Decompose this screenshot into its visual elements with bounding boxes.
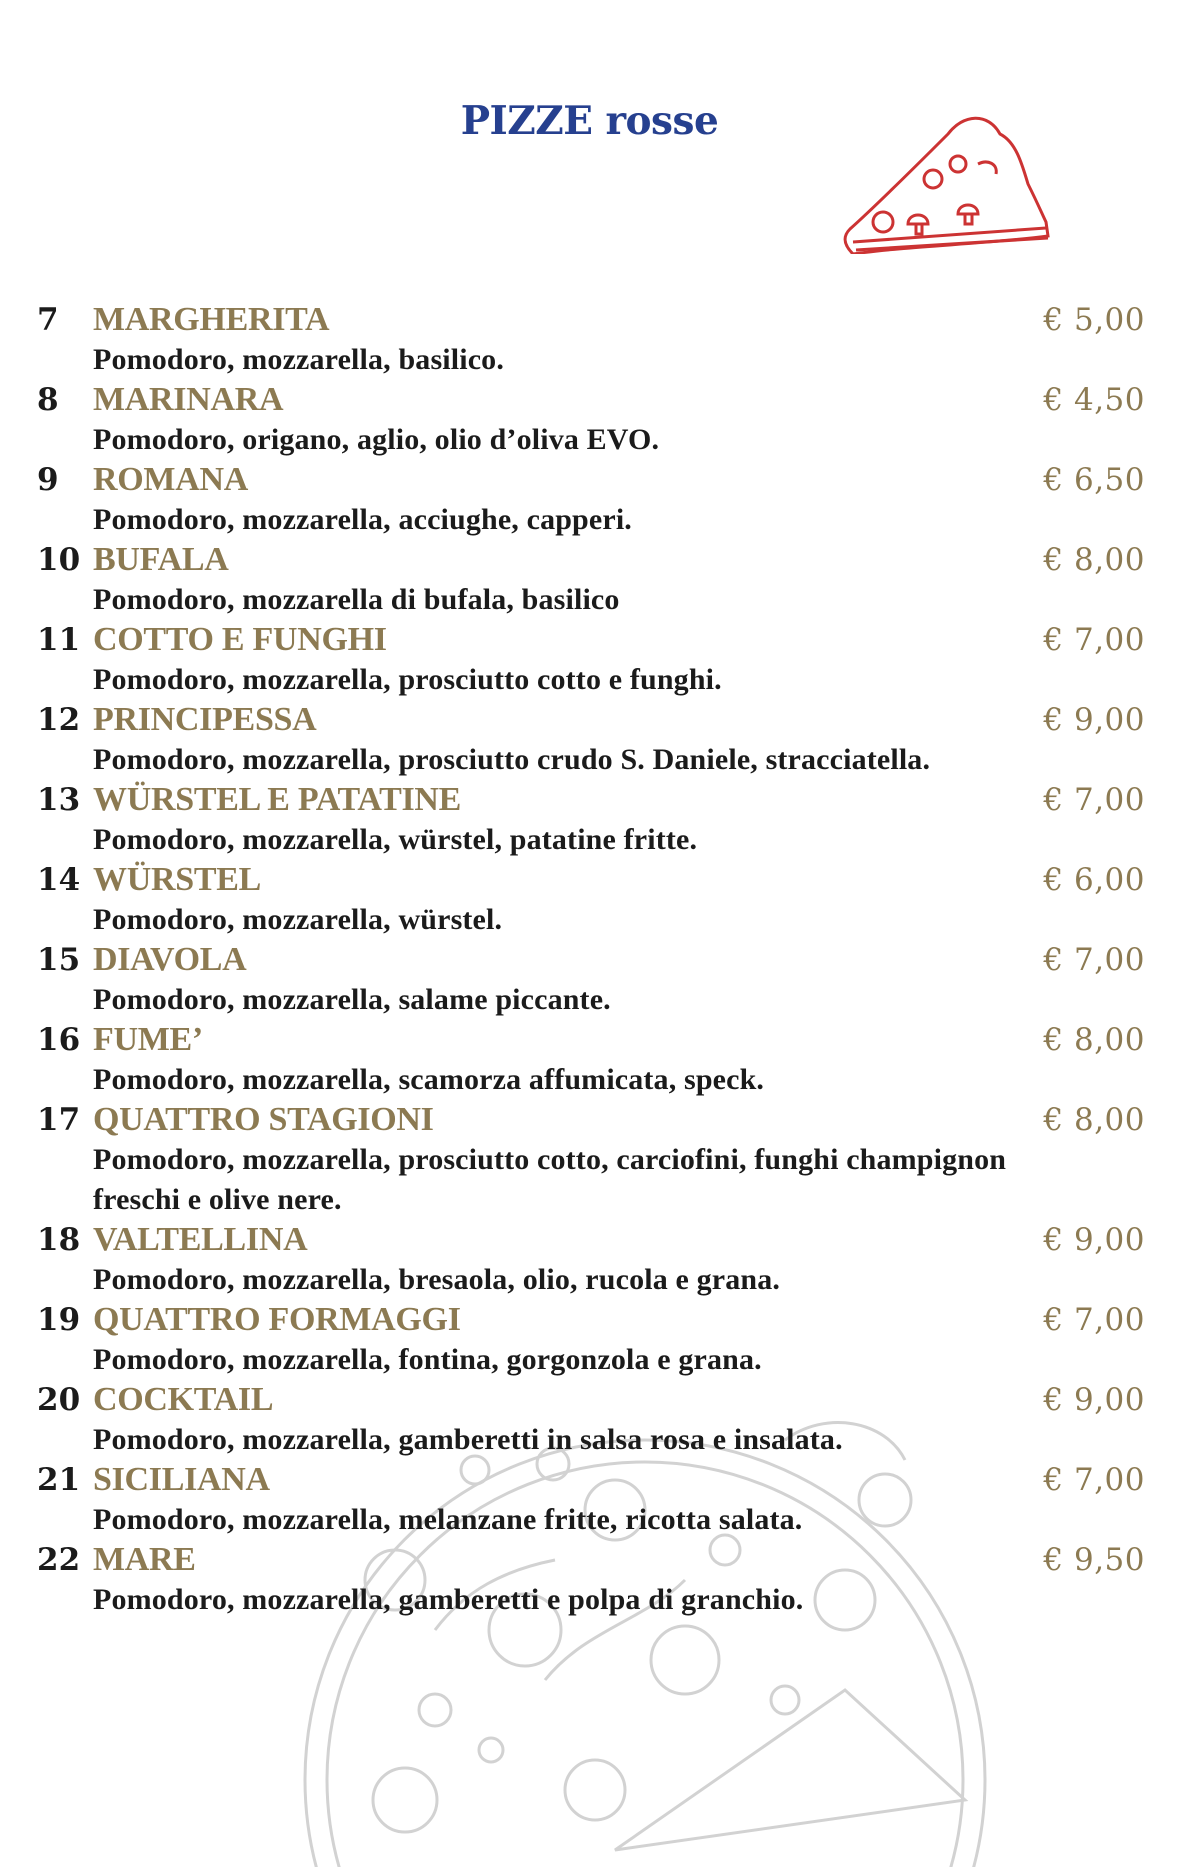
- item-price: € 4,50: [1043, 382, 1145, 418]
- item-price: € 8,00: [1043, 1102, 1145, 1138]
- item-description: Pomodoro, mozzarella, fontina, gorgonzola e grana.: [93, 1343, 762, 1376]
- menu-item-header: [0, 300, 1179, 340]
- item-price: € 9,00: [1043, 702, 1145, 738]
- item-number: 19: [37, 1302, 81, 1338]
- item-name: VALTELLINA: [93, 1221, 308, 1258]
- item-number: 22: [37, 1542, 81, 1578]
- item-number: 8: [37, 382, 59, 418]
- item-name: MARINARA: [93, 381, 284, 418]
- item-number: 17: [37, 1102, 81, 1138]
- item-price: € 5,00: [1043, 302, 1145, 338]
- item-number: 9: [37, 462, 59, 498]
- item-name: QUATTRO STAGIONI: [93, 1101, 434, 1138]
- menu-item: [0, 300, 1179, 380]
- item-description: Pomodoro, mozzarella di bufala, basilico: [93, 583, 620, 616]
- item-price: € 8,00: [1043, 1022, 1145, 1058]
- menu-item: [0, 1300, 1179, 1380]
- menu-item-header: [0, 860, 1179, 900]
- menu-item-header: [0, 1020, 1179, 1060]
- menu-item-header: [0, 780, 1179, 820]
- item-number: 16: [37, 1022, 81, 1058]
- item-name: BUFALA: [93, 541, 229, 578]
- item-description: Pomodoro, mozzarella, gamberetti in salsa rosa e insalata.: [93, 1423, 843, 1456]
- item-number: 10: [37, 542, 81, 578]
- menu-item-header: [0, 620, 1179, 660]
- item-number: 18: [37, 1222, 81, 1258]
- menu-item: [0, 940, 1179, 1020]
- menu-item: [0, 860, 1179, 940]
- pizza-menu-list: [0, 300, 1179, 1620]
- item-price: € 8,00: [1043, 542, 1145, 578]
- item-price: € 7,00: [1043, 1462, 1145, 1498]
- menu-item-header: [0, 940, 1179, 980]
- menu-item: [0, 700, 1179, 780]
- item-price: € 6,50: [1043, 462, 1145, 498]
- item-description: Pomodoro, mozzarella, salame piccante.: [93, 983, 611, 1016]
- item-number: 11: [37, 622, 81, 658]
- item-name: ROMANA: [93, 461, 248, 498]
- item-name: DIAVOLA: [93, 941, 247, 978]
- item-price: € 7,00: [1043, 622, 1145, 658]
- item-price: € 9,00: [1043, 1222, 1145, 1258]
- item-description: Pomodoro, mozzarella, bresaola, olio, rucola e grana.: [93, 1263, 781, 1296]
- menu-item: [0, 1540, 1179, 1620]
- item-number: 20: [37, 1382, 81, 1418]
- item-price: € 7,00: [1043, 942, 1145, 978]
- item-description: Pomodoro, mozzarella, würstel, patatine fritte.: [93, 823, 698, 856]
- item-description: Pomodoro, mozzarella, acciughe, capperi.: [93, 503, 632, 536]
- item-number: 13: [37, 782, 81, 818]
- menu-item-header: [0, 460, 1179, 500]
- item-description: Pomodoro, mozzarella, scamorza affumicata, speck.: [93, 1063, 765, 1096]
- item-name: WÜRSTEL: [93, 861, 261, 898]
- menu-item: [0, 1220, 1179, 1300]
- item-description: Pomodoro, mozzarella, prosciutto cotto e funghi.: [93, 663, 722, 696]
- menu-item: [0, 1460, 1179, 1540]
- menu-item: [0, 540, 1179, 620]
- menu-item: [0, 460, 1179, 540]
- item-description: Pomodoro, mozzarella, gamberetti e polpa di granchio.: [93, 1583, 804, 1616]
- pizza-slice-icon: [838, 104, 1058, 254]
- item-description: Pomodoro, mozzarella, melanzane fritte, ricotta salata.: [93, 1503, 803, 1536]
- item-price: € 7,00: [1043, 1302, 1145, 1338]
- item-number: 7: [37, 302, 59, 338]
- item-price: € 9,00: [1043, 1382, 1145, 1418]
- item-price: € 6,00: [1043, 862, 1145, 898]
- menu-item-header: [0, 1100, 1179, 1140]
- item-name: WÜRSTEL E PATATINE: [93, 781, 462, 818]
- item-description: Pomodoro, mozzarella, prosciutto crudo S. Daniele, stracciatella.: [93, 743, 931, 776]
- item-price: € 7,00: [1043, 782, 1145, 818]
- menu-item-header: [0, 540, 1179, 580]
- item-price: € 9,50: [1043, 1542, 1145, 1578]
- item-number: 15: [37, 942, 81, 978]
- menu-item-header: [0, 1220, 1179, 1260]
- item-name: MARE: [93, 1541, 196, 1578]
- item-description: Pomodoro, origano, aglio, olio d’oliva EVO.: [93, 423, 660, 456]
- menu-item: [0, 1380, 1179, 1460]
- menu-item-header: [0, 380, 1179, 420]
- item-name: PRINCIPESSA: [93, 701, 317, 738]
- item-name: QUATTRO FORMAGGI: [93, 1301, 461, 1338]
- menu-item-header: [0, 1300, 1179, 1340]
- menu-item: [0, 780, 1179, 860]
- item-number: 12: [37, 702, 81, 738]
- menu-item-header: [0, 1380, 1179, 1420]
- menu-item-header: [0, 1540, 1179, 1580]
- item-name: MARGHERITA: [93, 301, 330, 338]
- menu-item: [0, 1100, 1179, 1220]
- item-number: 21: [37, 1462, 81, 1498]
- item-name: FUME’: [93, 1021, 203, 1058]
- item-description: Pomodoro, mozzarella, würstel.: [93, 903, 503, 936]
- menu-item: [0, 380, 1179, 460]
- menu-item: [0, 1020, 1179, 1100]
- page-title: PIZZE rosse: [460, 98, 719, 144]
- item-description: Pomodoro, mozzarella, basilico.: [93, 343, 504, 376]
- item-name: COCKTAIL: [93, 1381, 274, 1418]
- item-description: Pomodoro, mozzarella, prosciutto cotto, carciofini, funghi champignon freschi e olive nere.: [93, 1143, 1007, 1216]
- menu-item-header: [0, 700, 1179, 740]
- menu-item: [0, 620, 1179, 700]
- item-number: 14: [37, 862, 81, 898]
- item-name: SICILIANA: [93, 1461, 270, 1498]
- menu-item-header: [0, 1460, 1179, 1500]
- item-name: COTTO E FUNGHI: [93, 621, 387, 658]
